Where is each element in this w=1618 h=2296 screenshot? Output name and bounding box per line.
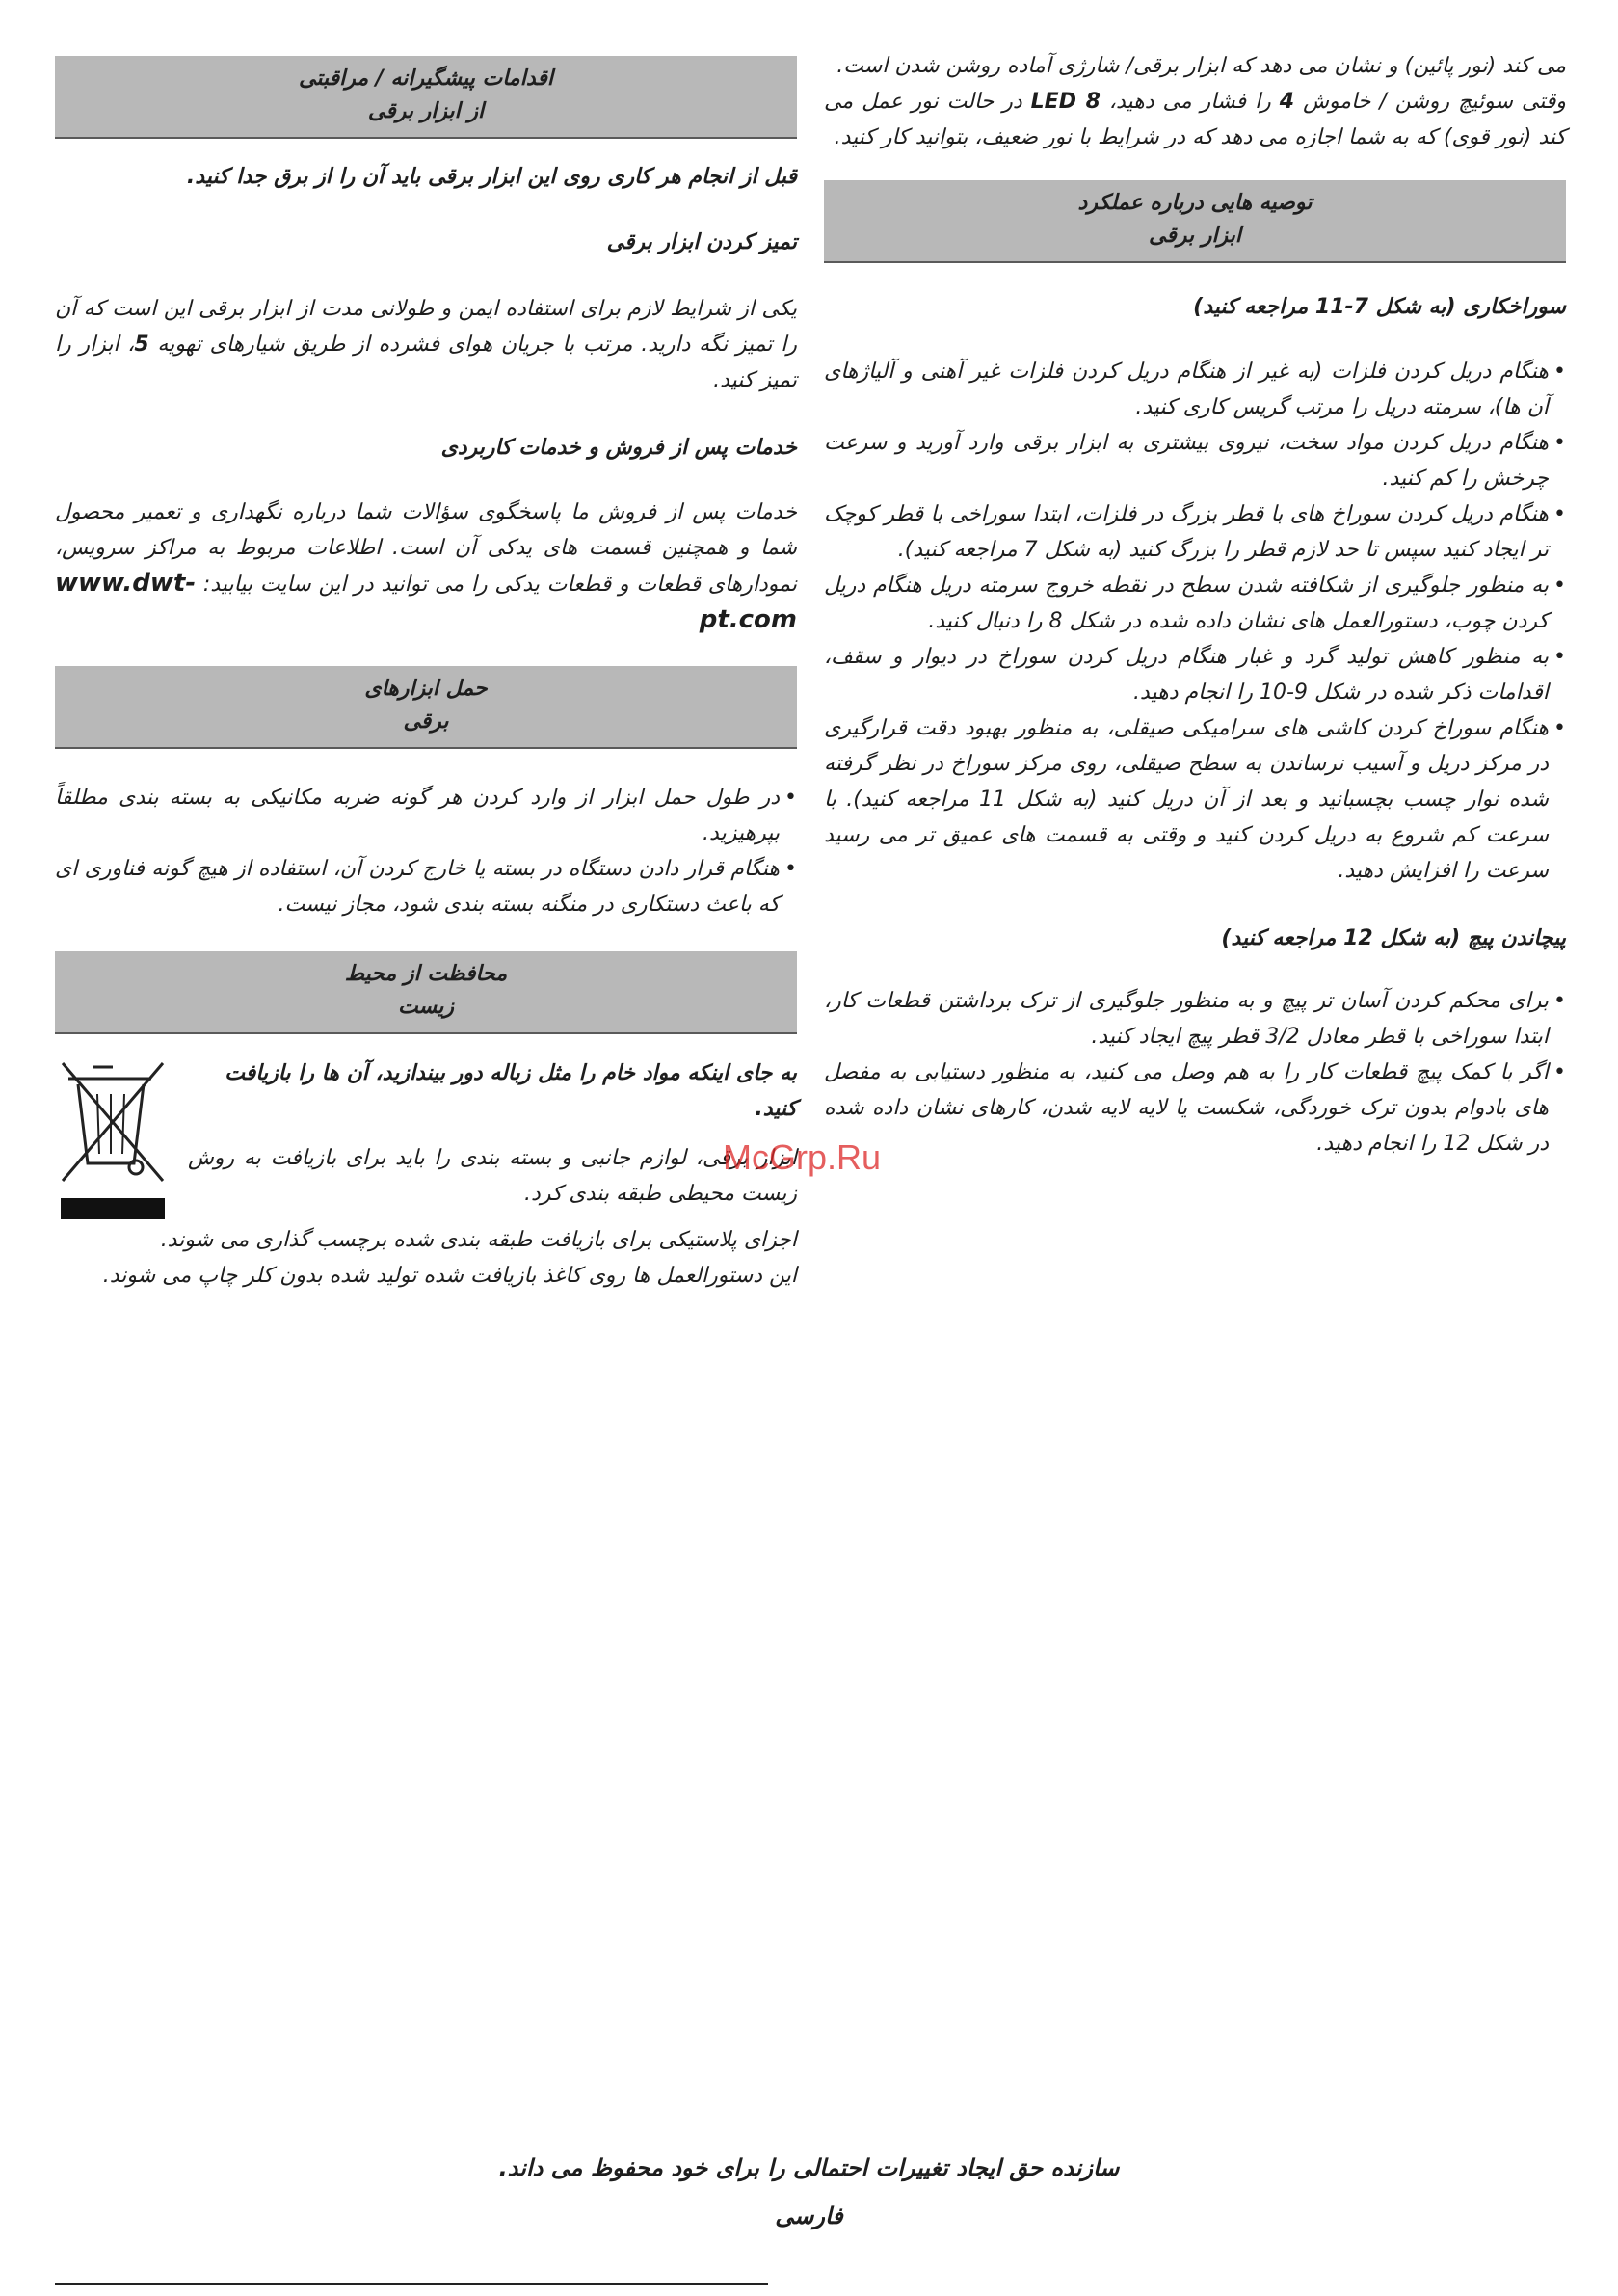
- environment-text-1: ابزار برقی، لوازم جانبی و بسته بندی را باید برای بازیافت به روش زیست محیطی طبقه بندی کرد.: [188, 1146, 797, 1206]
- environment-text-3: این دستورالعمل ها روی کاغذ بازیافت شده تولید شده بدون کلر چاپ می شوند.: [102, 1264, 797, 1288]
- maintenance-header-line1: اقدامات پیشگیرانه / مراقبتی: [298, 67, 553, 91]
- cleaning-title: تمیز کردن ابزار برقی: [606, 230, 797, 254]
- list-item: • در طول حمل ابزار از وارد کردن هر گونه ضربه مکانیکی به بسته بندی مطلقاً بپرهیزید.: [55, 780, 797, 851]
- transport-list: [55, 780, 797, 922]
- usage-tips-header-line2: ابزار برقی: [1149, 224, 1241, 248]
- right-column: [824, 48, 1566, 1161]
- list-item: • هنگام قرار دادن دستگاه در بسته یا خارج کردن آن، استفاده از هیچ گونه فناوری ای که باعث دستکاری در منگنه بسته بندی شود، مجاز نیست.: [55, 851, 797, 922]
- led-label: LED 8: [1030, 90, 1101, 114]
- cleaning-paragraph: [55, 291, 797, 398]
- vent-number: 5: [134, 333, 149, 357]
- environment-header-line2: زیست: [398, 995, 454, 1019]
- service-url-link[interactable]: www.dwt-pt.com: [55, 569, 797, 634]
- drilling-title: سوراخکاری (به شکل 7-11 مراجعه کنید): [1193, 295, 1566, 319]
- list-item: • هنگام دریل کردن سوراخ های با قطر بزرگ در فلزات، ابتدا سوراخی با قطر کوچک تر ایجاد کنید سپس تا حد لازم قطر را بزرگ کنید (به شکل 7 مراجعه کنید).: [824, 496, 1566, 568]
- screwing-title: پیچاندن پیچ (به شکل 12 مراجعه کنید): [1221, 926, 1566, 950]
- list-item: • به منظور جلوگیری از شکافته شدن سطح در نقطه خروج سرمته دریل هنگام دریل کردن چوب، دستورالعمل های نشان داده شده در شکل 8 را دنبال کنید.: [824, 568, 1566, 639]
- usage-tips-header: [824, 180, 1566, 263]
- footer-language: فارسی: [775, 2203, 843, 2229]
- environment-block: [55, 1055, 797, 1228]
- cleaning-text-b: ، ابزار را تمیز کنید.: [55, 333, 797, 392]
- service-paragraph: [55, 494, 797, 639]
- footer-divider: [55, 2283, 768, 2285]
- environment-text-2: اجزای پلاستیکی برای بازیافت طبقه بندی شده برچسب گذاری می شوند.: [160, 1228, 797, 1252]
- switch-number: 4: [1279, 90, 1295, 114]
- transport-header: [55, 666, 797, 749]
- service-text: خدمات پس از فروش ما پاسخگوی سؤالات شما درباره نگهداری و تعمیر محصول شما و همچنین قسمت های یدکی آن است. اطلاعات مربوط به مراکز سرویس، نمودارهای قطعات و قطعات یدکی را می توانید در این سایت بیابید:: [55, 500, 797, 597]
- intro-paragraph-1: می کند (نور پائین) و نشان می دهد که ابزار برقی/ شارژی آماده روشن شدن است.: [836, 54, 1566, 78]
- screwing-list: [824, 983, 1566, 1161]
- intro-text-c: در حالت نور عمل می کند (نور قوی) که به شما اجازه می دهد که در شرایط با نور ضعیف، بتوانید کار کنید.: [824, 90, 1566, 149]
- maintenance-header: [55, 56, 797, 139]
- left-column: [55, 56, 797, 1294]
- usage-tips-header-line1: توصیه هایی درباره عملکرد: [1077, 191, 1313, 215]
- environment-header: [55, 951, 797, 1034]
- cleaning-text-a: یکی از شرایط لازم برای استفاده ایمن و طولانی مدت از ابزار برقی این است که آن را تمیز نگه دارید. مرتب با جریان هوای فشرده از طریق شیارهای تهویه: [55, 297, 797, 357]
- list-item: • هنگام سوراخ کردن کاشی های سرامیکی صیقلی، به منظور بهبود دقت قرارگیری در مرکز دریل و آسیب نرساندن به سطح صیقلی، روی مرکز سوراخ در نظر گرفته شده نوار چسب بچسبانید و بعد از آن دریل کنید (به شکل 11 مراجعه کنید). با سرعت کم شروع به دریل کردن کنید و وقتی به قسمت های عمیق تر می رسید سرعت را افزایش دهید.: [824, 710, 1566, 889]
- maintenance-warning: قبل از انجام هر کاری روی این ابزار برقی باید آن را از برق جدا کنید.: [186, 165, 797, 189]
- list-item: • اگر با کمک پیچ قطعات کار را به هم وصل می کنید، به منظور دستیابی به مفصل های بادوام بدون ترک خوردگی، شکست یا لایه لایه شدن، کارهای نشان داده شده در شکل 12 را انجام دهید.: [824, 1055, 1566, 1161]
- environment-text: [188, 1055, 797, 1212]
- list-item: • به منظور کاهش تولید گرد و غبار هنگام دریل کردن سوراخ در دیوار و سقف، اقدامات ذکر شده در شکل 9-10 را انجام دهید.: [824, 639, 1566, 710]
- maintenance-header-line2: از ابزار برقی: [367, 99, 485, 123]
- transport-header-line1: حمل ابزارهای: [364, 677, 488, 701]
- environment-header-line1: محافظت از محیط: [344, 962, 508, 986]
- intro-text-b: را فشار می دهید،: [1100, 90, 1280, 114]
- list-item: • هنگام دریل کردن مواد سخت، نیروی بیشتری به ابزار برقی وارد آورید و سرعت چرخش را کم کنید.: [824, 425, 1566, 496]
- transport-header-line2: برقی: [403, 709, 449, 734]
- service-title: خدمات پس از فروش و خدمات کاربردی: [440, 436, 797, 460]
- environment-bold: به جای اینکه مواد خام را مثل زباله دور بیندازید، آن ها را بازیافت کنید.: [225, 1061, 797, 1121]
- list-item: • برای محکم کردن آسان تر پیچ و به منظور جلوگیری از ترک برداشتن قطعات کار، ابتدا سوراخی با قطر معادل 3/2 قطر پیچ ایجاد کنید.: [824, 983, 1566, 1055]
- intro-text-a: وقتی سوئیچ روشن / خاموش: [1294, 90, 1566, 114]
- watermark: McGrp.Ru: [723, 1137, 882, 1177]
- crossed-out-wheelie-bin-icon: [55, 1055, 171, 1228]
- footer-note: سازنده حق ایجاد تغییرات احتمالی را برای خود محفوظ می داند.: [498, 2154, 1120, 2181]
- intro-paragraph-2: [824, 84, 1566, 155]
- drilling-list: [824, 354, 1566, 889]
- list-item: • هنگام دریل کردن فلزات (به غیر از هنگام دریل کردن فلزات غیر آهنی و آلیاژهای آن ها)، سرمته دریل را مرتب گریس کاری کنید.: [824, 354, 1566, 425]
